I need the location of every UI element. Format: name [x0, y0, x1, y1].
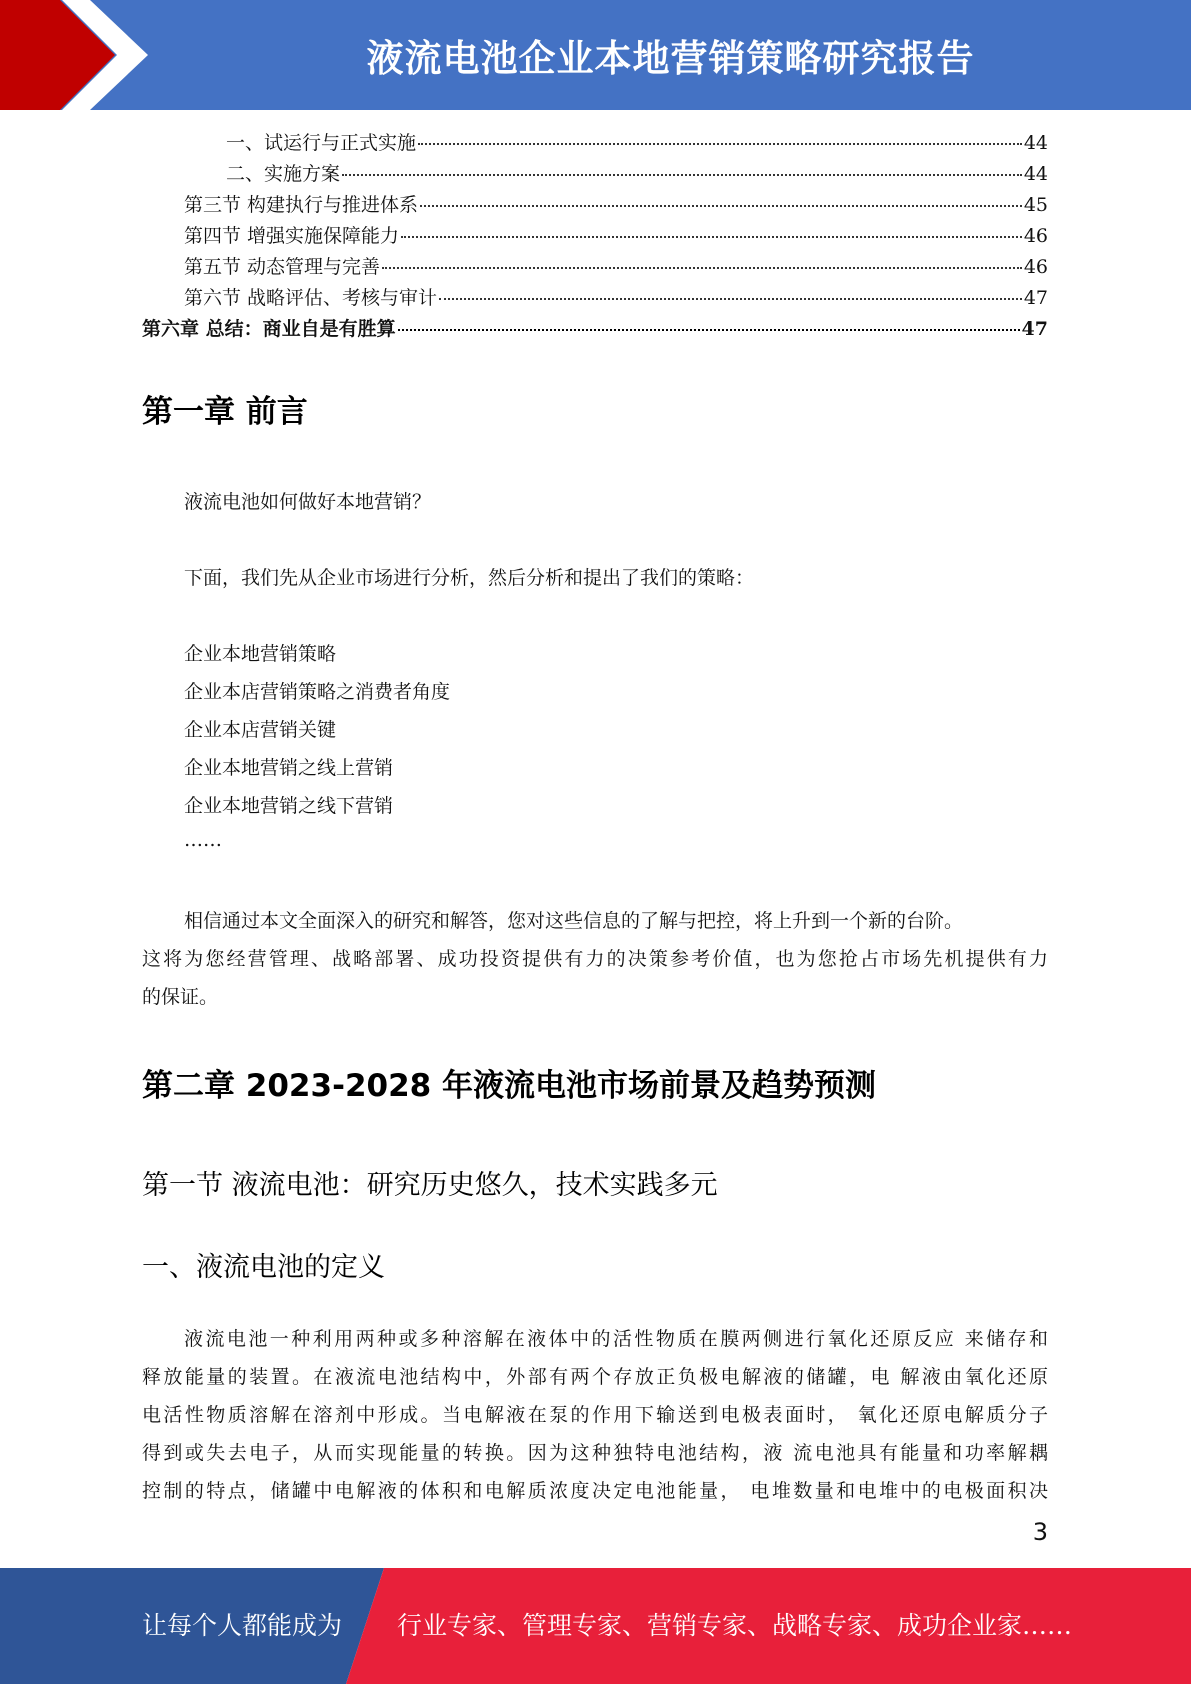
paragraph-line: 电活性物质溶解在溶剂中形成。当电解液在泵的作用下输送到电极表面时， 氧化还原电解质分子	[142, 1404, 1048, 1426]
toc-leader-dots	[401, 236, 1022, 238]
chapter-1-intro	[142, 559, 1048, 597]
toc-leader-dots	[420, 205, 1022, 207]
toc-entry-page: 46	[1023, 256, 1048, 278]
toc-leader-dots	[382, 267, 1022, 269]
toc-leader-dots	[342, 174, 1022, 176]
paragraph-line: 得到或失去电子，从而实现能量的转换。因为这种独特电池结构，液 流电池具有能量和功率解耦	[142, 1442, 1048, 1464]
toc-entry[interactable]	[142, 283, 1048, 314]
footer-slogan-left: 让每个人都能成为	[142, 1611, 343, 1640]
footer-slogan-right: 行业专家、管理专家、营销专家、战略专家、成功企业家……	[397, 1611, 1073, 1640]
paragraph-line: 释放能量的装置。在液流电池结构中，外部有两个存放正负极电解液的储罐，电 解液由氧化还原	[142, 1366, 1048, 1388]
paragraph-line: 控制的特点，储罐中电解液的体积和电解质浓度决定电池能量， 电堆数量和电堆中的电极面积决	[142, 1480, 1048, 1502]
subsection-1-title: 一、液流电池的定义	[142, 1252, 385, 1283]
question-text: 液流电池如何做好本地营销？	[184, 491, 432, 513]
toc-leader-dots	[439, 298, 1022, 300]
toc-entry-title: 第六章 总结：商业自是有胜算	[142, 318, 396, 340]
page-number: 3	[1032, 1518, 1048, 1546]
list-item: 企业本地营销之线下营销	[184, 795, 394, 817]
arrow-logo-icon	[0, 0, 160, 110]
toc-entry-title: 第五节 动态管理与完善	[184, 256, 381, 278]
toc-entry-title: 第三节 构建执行与推进体系	[184, 194, 419, 216]
chapter-2-title: 第二章 2023-2028 年液流电池市场前景及趋势预测	[142, 1068, 877, 1104]
toc-entry-page: 44	[1023, 132, 1048, 154]
toc-entry-title: 第六节 战略评估、考核与审计	[184, 287, 438, 309]
paragraph-line: 的保证。	[142, 986, 219, 1008]
paragraph-line: 这将为您经营管理、战略部署、成功投资提供有力的决策参考价值，也为您抢占市场先机提供有力	[142, 948, 1048, 970]
strategy-list	[184, 635, 450, 855]
table-of-contents	[142, 128, 1048, 345]
page-header	[0, 0, 1191, 110]
toc-entry[interactable]	[142, 314, 1048, 345]
paragraph-line: 相信通过本文全面深入的研究和解答，您对这些信息的了解与把控，将上升到一个新的台阶。	[184, 910, 964, 932]
list-item: ……	[184, 829, 222, 851]
list-item: 企业本店营销策略之消费者角度	[184, 681, 451, 703]
chapter-1-closing	[142, 902, 1048, 1016]
list-item: 企业本地营销策略	[184, 643, 337, 665]
toc-entry[interactable]	[142, 221, 1048, 252]
toc-entry-page: 46	[1023, 225, 1048, 247]
toc-leader-dots	[418, 143, 1022, 145]
toc-entry-page: 47	[1023, 287, 1048, 309]
toc-entry-title: 二、实施方案	[226, 163, 341, 185]
definition-paragraph	[142, 1320, 1048, 1510]
list-item: 企业本地营销之线上营销	[184, 757, 394, 779]
toc-entry-title: 一、试运行与正式实施	[226, 132, 417, 154]
document-title: 液流电池企业本地营销策略研究报告	[366, 37, 975, 80]
toc-entry-title: 第四节 增强实施保障能力	[184, 225, 400, 247]
toc-leader-dots	[398, 329, 1020, 331]
chapter-1-question	[142, 483, 1048, 521]
list-item: 企业本店营销关键	[184, 719, 337, 741]
toc-entry[interactable]	[142, 128, 1048, 159]
toc-entry-page: 45	[1023, 194, 1048, 216]
chapter-1-title: 第一章 前言	[142, 394, 308, 430]
toc-entry-page: 44	[1023, 163, 1048, 185]
toc-entry-page: 47	[1021, 318, 1048, 340]
toc-entry[interactable]	[142, 252, 1048, 283]
page-footer	[0, 1568, 1191, 1684]
paragraph-line: 液流电池一种利用两种或多种溶解在液体中的活性物质在膜两侧进行氧化还原反应 来储存和	[184, 1328, 1048, 1350]
toc-entry[interactable]	[142, 159, 1048, 190]
intro-text: 下面，我们先从企业市场进行分析，然后分析和提出了我们的策略：	[184, 567, 755, 589]
toc-entry[interactable]	[142, 190, 1048, 221]
section-1-title: 第一节 液流电池：研究历史悠久，技术实践多元	[142, 1170, 718, 1201]
